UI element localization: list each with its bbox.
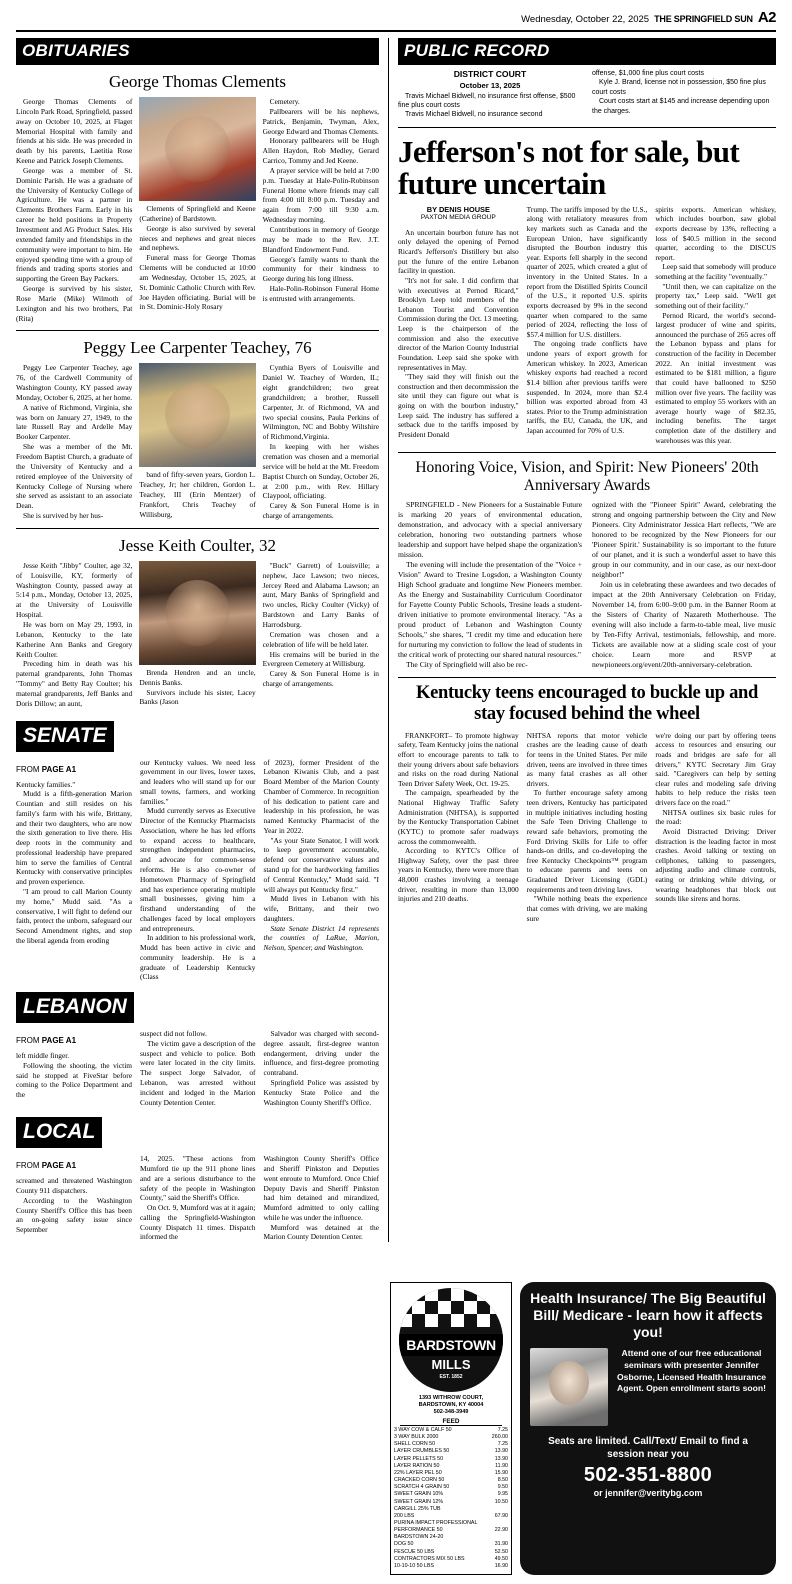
lead-col-3 bbox=[655, 205, 776, 446]
mills-name-line1: BARDSTOWN bbox=[399, 1334, 503, 1356]
obit-para: Contributions in memory of George may be made to the Rev. J.T. Blandford Endowment Fund. bbox=[262, 224, 379, 254]
agent-portrait bbox=[530, 1348, 608, 1426]
story-para: "It's not for sale. I did confirm that with executives at Pernod Ricard," Brooklyn Leep told members of the Lebanon Tourist and Convention Commission during the Oct. 13 meeting. Leep is the chairperson of the commission and also the executive director of the Marion County Industrial Foundation. Leep said she spoke with representatives in May. bbox=[398, 275, 519, 372]
obit-para: George's family wants to thank the community for their kindness to George during his long illness. bbox=[262, 254, 379, 284]
lead-col-2 bbox=[527, 205, 648, 446]
jump-para: Mudd is a fifth-generation Marion Countian and still resides on his family's farm with his wife, Brittany, and their two daughters, who are now the sixth generation to live there. His deep roots in the community and professional leadership have prepared him to serve the families of Central Kentucky with conservative principles and proven experience. bbox=[16, 789, 132, 887]
feed-item-name: SWEET GRAIN 10% bbox=[394, 1491, 444, 1498]
feed-item-price: 7.25 bbox=[497, 1441, 508, 1448]
obit-para: Pallbearers will be his nephews, Patrick, Benjamin, Twyman, Alex, George Edward and Thomas Clements. bbox=[262, 106, 379, 136]
feed-item-name: FESCUE 50 LBS bbox=[394, 1548, 435, 1555]
jump-para: Mudd lives in Lebanon with his wife, Brittany, and their two daughters. bbox=[263, 894, 379, 923]
feed-item-price: 11.90 bbox=[495, 1462, 508, 1469]
feed-item-price: 67.90 bbox=[494, 1512, 508, 1519]
jump-para: Kentucky families." bbox=[16, 779, 76, 789]
feed-item-name: PERFORMANCE 50 bbox=[394, 1527, 443, 1534]
story-para: "They said they will finish out the construction and then decommission the site until they can figure out what is going on with the bourbon industry," Leep said. The industry has suffered a setback due to the tariffs imposed by President Donald bbox=[398, 372, 519, 439]
feed-row bbox=[394, 1427, 508, 1434]
obit-para: George Thomas Clements of Lincoln Park Road, Springfield, passed away on October 10, 2025, at Flaget Memorial Hospital with family and friends at his side. He was preceded in death by his parents, Laetitia Rose Keene and Patrick Joseph Clements. bbox=[16, 97, 133, 166]
record-entry: Travis Michael Bidwell, no insurance second bbox=[405, 111, 543, 119]
feed-item-name: SWEET GRAIN 12% bbox=[394, 1498, 444, 1505]
health-ad-body: Attend one of our free educational seminars with presenter Jennifer Osborne, Licensed Health Insurance Agent. Open enrollment starts soon! bbox=[617, 1348, 767, 1394]
jump-para: On Oct. 9, Mumford was at it again; calling the Springfield-Washington County Dispatch 11 times. Dispatch informed the bbox=[140, 1203, 256, 1242]
byline-org: PAXTON MEDIA GROUP bbox=[420, 214, 496, 222]
ad-health-insurance[interactable] bbox=[520, 1282, 776, 1575]
feed-item-name: BARDSTOWN 24-20 bbox=[394, 1534, 444, 1541]
public-record-col-2 bbox=[592, 69, 776, 120]
feed-item-name: 3 WAY BULK 2000 bbox=[394, 1434, 439, 1441]
obit-para: Clements of Springfield and Keene (Catherine) of Bardstown. bbox=[139, 204, 256, 223]
right-column bbox=[389, 38, 776, 1242]
jump-para: "As your State Senator, I will work to keep government accountable, defend our conservative values and stand up for the hardworking families of Central Kentucky," Mudd said. "I will always put Kentucky first." bbox=[263, 835, 379, 894]
from-page: PAGE A1 bbox=[41, 1161, 77, 1171]
obit-para: band of fifty-seven years, Gordon L. Teachey, Jr; her children, Gordon L. Teachey, III (Erin Mentzer) of Frankfort, Chris Teachey of Willisburg, bbox=[139, 470, 256, 519]
obituary-col-1 bbox=[16, 97, 132, 323]
obit-para: Funeral mass for George Thomas Clements will be conducted at 10:00 am Wednesday, October 15, 2025, at St. Dominic Catholic Church with Rev. Joe Hayden officiating. Burial will be in St. Dominic-Holy Rosary bbox=[139, 253, 256, 312]
lead-story-body bbox=[398, 205, 776, 446]
local-from-line bbox=[16, 1161, 132, 1170]
jump-para: The victim gave a description of the suspect and vehicle to police. Both were later located in the city limits. The suspect Jorge Salvador, of Lebanon, was arrested without incident and lodged in the Marion County Detention Center. bbox=[140, 1038, 256, 1107]
obituary-col-1 bbox=[16, 363, 132, 521]
feed-item-price: 10.50 bbox=[494, 1498, 508, 1505]
obituary-entry bbox=[16, 65, 379, 323]
health-ad-title: Health Insurance/ The Big Beautiful Bill/ Medicare - learn how it affects you! bbox=[530, 1290, 766, 1340]
feed-item-price: 13.90 bbox=[494, 1448, 508, 1455]
obit-para: Preceding him in death was his paternal grandparents, John Thomas "Tommy" and Betty Ray Coulter; his maternal grandparents, Jeff Banks and Doris Dillow; an aunt, bbox=[16, 659, 133, 708]
obituary-photo bbox=[139, 561, 255, 665]
jump-para: screamed and threatened Washington County 911 dispatchers. bbox=[16, 1176, 132, 1196]
obit-para: Carey & Son Funeral Home is in charge of arrangements. bbox=[262, 669, 379, 689]
obituary-title: Peggy Lee Carpenter Teachey, 76 bbox=[83, 338, 312, 358]
obituary-entry bbox=[16, 331, 379, 521]
jump-para: Washington County Sheriff's Office and Sheriff Pinkston and Deputies went enroute to Mumford. Once Chief Deputy Davis and Sheriff Pinkston had him detained and mirandized, Mumford admitted to only calling while he was under the influence. bbox=[263, 1154, 379, 1222]
feed-row bbox=[394, 1499, 508, 1506]
story-para: Join us in celebrating these awardees and two decades of impact at the 20th Anniversary Celebration on Friday, November 14, from 6:00–9:00 p.m. in the Banner Room at the Sisters of Charity of Nazareth Motherhouse. The evening will also include a farm-to-table meal, live music by Ten-Fifty Arrival, testimonials, fellowship, and more. Tickets are available now at a sliding scale cost of your choice. Learn more and RSVP at newpioneers.org/event/20th-anniversary-celebration. bbox=[592, 580, 776, 670]
jump-para: In addition to his professional work, Mudd has been active in civic and community leadership. He is a graduate of Leadership Kentucky (Class bbox=[140, 933, 256, 982]
health-ad-phone[interactable]: 502-351-8800 bbox=[583, 1464, 713, 1487]
senate-col-2 bbox=[140, 758, 256, 983]
mills-address-line1: 1393 WITHROW COURT, bbox=[418, 1395, 484, 1401]
obit-para: Peggy Lee Carpenter Teachey, age 76, of the Cardwell Community of Washington County, KY passed away Monday, October 6, 2025, at her home. bbox=[16, 363, 133, 402]
story-para: According to KYTC's Office of Highway Safety, over the past three years in Kentucky, there were more than 48,000 crashes involving a teenage driver, resulting in more than 13,000 injuries and 210 deaths. bbox=[398, 846, 519, 904]
feed-item-name: LAYER PELLETS 50 bbox=[394, 1455, 444, 1462]
feed-row bbox=[394, 1513, 508, 1520]
jump-para-italic: State Senate District 14 represents the counties of LaRue, Marion, Nelson, Spencer, and Washington. bbox=[263, 923, 379, 953]
obit-para: Survivors include his sister, Lacey Banks (Jason bbox=[139, 687, 256, 707]
bardstown-mills-logo bbox=[399, 1288, 503, 1392]
teens-col-3 bbox=[655, 731, 776, 924]
story-para: Leep said that somebody will produce something at the facility "eventually." bbox=[655, 262, 777, 282]
obituary-col-2 bbox=[139, 363, 255, 521]
from-label: FROM bbox=[16, 764, 40, 774]
feed-item-price bbox=[489, 1520, 508, 1527]
obituary-col-2 bbox=[139, 561, 255, 709]
obit-para: George was a member of St. Dominic Parish. He was a graduate of the University of Kentucky College of Agriculture. He was a partner in Clements Brothers Farm. Early in his career he held positions in Property Investment and AG Product Sales. His extended family and friendships in the community were important to him. He enjoyed spending time with a group of friends and trading sports stories and supporting the Green Bay Packers. bbox=[16, 165, 133, 284]
jump-para: Salvador was charged with second-degree assault, first-degree wanton endangerment, driving under the influence, and first-degree promoting contraband. bbox=[263, 1029, 379, 1078]
obit-para: Hale-Polin-Robinson Funeral Home is entrusted with arrangements. bbox=[262, 284, 379, 303]
feed-item-name: PURINA IMPACT PROFESSIONAL bbox=[394, 1519, 478, 1526]
feed-item-price: 7.25 bbox=[497, 1426, 508, 1433]
teens-col-2 bbox=[527, 731, 648, 924]
obit-para: Cynthia Byers of Louisville and Daniel W. Teachey of Worden, IL; eight grandchildren; two great grandchildren; a brother, Russell Carpenter, Jr. of Richmond, VA and two special cousins, Paula Perkins of Wilmington, NC and Bobby Wiltshire of Richmond,Virginia. bbox=[262, 363, 379, 442]
public-record-col-1 bbox=[398, 69, 582, 120]
story-para: NHTSA reports that motor vehicle crashes are the leading cause of death for teens in the United States. Per mile driven, teens are involved in three times as many fatal crashes as all other drivers. bbox=[526, 730, 648, 788]
from-label: FROM bbox=[16, 1036, 40, 1046]
record-entry: offense, $1,000 fine plus court costs bbox=[592, 70, 704, 77]
feed-item-name: 3 WAY COW & CALF 50 bbox=[394, 1426, 452, 1433]
story-para: FRANKFORT– To promote highway safety, Team Kentucky joins the national effort to encourage parents to talk to their young drivers about safe behaviors and risks on the road during National Teen Driver Safety Week, Oct. 19-25. bbox=[398, 730, 519, 788]
story-para: The campaign, spearheaded by the National Highway Traffic Safety Administration (NHTSA), is supported by the Kentucky Transportation Cabinet (KYTC) to promote safer roadways across the commonwealth. bbox=[398, 788, 519, 846]
story-para: NHTSA outlines six basic rules for the road: bbox=[655, 807, 777, 827]
pioneers-headline: Honoring Voice, Vision, and Spirit: New Pioneers' 20th Anniversary Awards bbox=[415, 459, 759, 494]
from-label: FROM bbox=[16, 1161, 40, 1171]
story-para: An uncertain bourbon future has not only delayed the opening of Pernod Ricard's Jefferson's Distillery but also put the future of the entire Lebanon facility in question. bbox=[398, 227, 519, 276]
lead-story-headline: Jefferson's not for sale, but future uncertain bbox=[398, 133, 740, 201]
obituary-photo bbox=[139, 363, 255, 467]
feed-item-price: 260.00 bbox=[491, 1434, 508, 1441]
story-para: To further encourage safety among teen drivers, Kentucky has participated in multiple initiatives including hosting the Safe Teen Driving Challenge to reward safe behaviors, promoting the Ford Driving Skills for Life to offer hands-on drills, and co-developing the free Kentucky Checkpoints™ program to educate parents and teens on Graduated Driver Licensing (GDL) requirements and teen driving laws. bbox=[526, 788, 648, 894]
feed-item-name: 200 LBS bbox=[394, 1512, 415, 1519]
feed-row bbox=[394, 1541, 508, 1548]
story-para: spirits exports. American whiskey, which includes bourbon, saw global exports decrease by 13%, reflecting a loss of $40.5 million in the second quarter, according to the DISCUS report. bbox=[655, 204, 777, 262]
obituary-title: George Thomas Clements bbox=[109, 72, 286, 91]
ads-row bbox=[390, 1282, 776, 1575]
feed-row bbox=[394, 1549, 508, 1556]
record-entry: Travis Michael Bidwell, no insurance first offense, $500 fine plus court costs bbox=[398, 92, 576, 110]
feed-row bbox=[394, 1456, 508, 1463]
obituaries-banner: OBITUARIES bbox=[16, 38, 379, 65]
record-entry: Court costs start at $145 and increase depending upon the charges. bbox=[592, 98, 770, 115]
byline: BY DENIS HOUSE bbox=[426, 204, 490, 214]
feed-item-price: 8.50 bbox=[497, 1477, 508, 1484]
obituary-entry bbox=[16, 529, 379, 709]
lebanon-from-line bbox=[16, 1036, 132, 1045]
feed-row bbox=[394, 1491, 508, 1498]
feed-row bbox=[394, 1477, 508, 1484]
feed-row bbox=[394, 1563, 508, 1570]
pioneers-col-2 bbox=[592, 500, 776, 670]
obituary-col-3 bbox=[263, 97, 379, 323]
feed-item-price: 52.50 bbox=[494, 1548, 508, 1555]
feed-item-price: 15.90 bbox=[494, 1469, 508, 1476]
jump-para: of 2023), former President of the Lebanon Kiwanis Club, and a past Board Member of the Marion County Chamber of Commerce. In recognition of his dedication to patient care and leadership in his profession, he was named Kentucky Pharmacist of the Year in 2022. bbox=[263, 757, 379, 835]
obit-para: She is survived by her hus- bbox=[23, 511, 104, 521]
senate-col-3 bbox=[264, 758, 380, 983]
feed-item-name: SCRATCH 4 GRAIN 50 bbox=[394, 1484, 450, 1491]
district-court-date: October 13, 2025 bbox=[459, 80, 521, 90]
ad-bardstown-mills[interactable] bbox=[390, 1282, 512, 1575]
feed-row bbox=[394, 1534, 508, 1541]
obit-para: He was born on May 29, 1993, in Lebanon, Kentucky to the late Katherine Ann Banks and Gregory Keith Coulter. bbox=[16, 619, 133, 659]
lebanon-banner: LEBANON bbox=[16, 992, 134, 1023]
obit-para: She was a member of the Mt. Freedom Baptist Church, a graduate of the University of Kentucky and a retired employee of the University of Kentucky College of Nursing where she served as assistant to an associate Dean. bbox=[16, 442, 133, 511]
obit-para: "Buck" Garrett) of Louisville; a nephew, Jace Lawson; two nieces, Jercey Reed and Alabama Lawson; an aunt, Mary Banks of Springfield and two uncles, Ricky Coulter (Vicky) of Bardstown and Larry Banks of Harrodsburg. bbox=[262, 560, 379, 629]
story-para: "Until then, we can capitalize on the property tax," Leep said. "We'll get something out of their facility." bbox=[655, 281, 777, 310]
local-col-2 bbox=[140, 1154, 256, 1242]
story-para: Avoid Distracted Driving: Driver distraction is the leading factor in most crashes. Avoid talking or texting on cellphones, talking to passengers, adjusting audio and climate controls, eating or drinking while driving, or wearing headphones that block out sounds like sirens and horns. bbox=[655, 826, 777, 904]
obituary-photo bbox=[139, 97, 255, 201]
story-para: Pernod Ricard, the world's second-largest producer of wine and spirits, announced the purchase of 265 acres off the Lebanon bypass and plans for construction of the facility in December 2022. An initial investment was estimated to be $181 million, a figure that could have ballooned to $250 million over five years. The facility was estimated to employ 55 workers with an average hourly wage of $82.35, including benefits. The target completion date of the distillery and warehouses was this year. bbox=[655, 310, 777, 445]
feed-row bbox=[394, 1463, 508, 1470]
obit-para: Carey & Son Funeral Home is in charge of arrangements. bbox=[262, 501, 379, 521]
from-page: PAGE A1 bbox=[41, 1036, 77, 1046]
from-page: PAGE A1 bbox=[41, 764, 77, 774]
jump-para: our Kentucky values. We need less government in our lives, lower taxes, and leaders who will stand up for our small towns, farmers, and working families." bbox=[140, 757, 256, 806]
local-col-3 bbox=[264, 1154, 380, 1242]
feed-item-price: 31.90 bbox=[494, 1541, 508, 1548]
jump-para: 14, 2025. "These actions from Mumford tie up the 911 phone lines and are a serious disturbance to the safety of the people in Washington County," said the Sheriff's Office. bbox=[140, 1154, 256, 1203]
obit-para: Cemetery. bbox=[269, 97, 300, 106]
feed-item-name: CONTRACTORS MIX 50 LBS bbox=[394, 1555, 465, 1562]
jump-local bbox=[16, 1117, 379, 1242]
teens-headline: Kentucky teens encouraged to buckle up and stay focused behind the wheel bbox=[415, 683, 759, 724]
obituary-col-1 bbox=[16, 561, 132, 709]
feed-item-name: DOG 50 bbox=[394, 1541, 414, 1548]
mills-address bbox=[394, 1395, 508, 1416]
lebanon-col-3 bbox=[264, 1029, 380, 1107]
mills-name-line2: MILLS bbox=[431, 1357, 471, 1372]
obit-para: George is survived by his sister, Rose Marie (Mike) Wilmoth of Lexington and his two brothers, Pat (Rita) bbox=[16, 284, 133, 323]
feed-item-price: 49.50 bbox=[494, 1555, 508, 1562]
senate-from-line bbox=[16, 765, 132, 774]
mills-established: EST. 1852 bbox=[439, 1374, 463, 1380]
local-banner: LOCAL bbox=[16, 1117, 102, 1148]
feed-price-table bbox=[394, 1427, 508, 1570]
feed-row bbox=[394, 1527, 508, 1534]
jump-para: suspect did not follow. bbox=[140, 1029, 207, 1039]
teens-col-1 bbox=[398, 731, 519, 924]
teens-body bbox=[398, 731, 776, 924]
obituary-col-2 bbox=[139, 97, 255, 323]
lead-col-1 bbox=[398, 205, 519, 446]
obit-para: Honorary pallbearers will be Hugh Allen Haydon, Rob Medley, Gerard Carrico, Tommy and Jed Keene. bbox=[262, 136, 379, 166]
feed-item-name: 10-10-10 50 LBS bbox=[394, 1562, 435, 1569]
feed-item-price: 16.90 bbox=[494, 1562, 508, 1569]
obituary-col-3 bbox=[263, 363, 379, 521]
feed-item-price bbox=[489, 1534, 508, 1541]
story-para: Trump. The tariffs imposed by the U.S., along with retaliatory measures from key markets such as Canada and the European Union, have significantly disrupted the Bourbon industry this year. Exports fell sharply in the second quarter of 2025, which created a glut of inventory in the United States. In a report from the Distilled Spirits Council of the U.S., it reported U.S. spirits exports decreased by 9% in the second quarter when compared to the same period of 2024, reflecting the loss of $57.4 million for U.S. distillers. bbox=[526, 204, 648, 339]
feed-item-name: CARGILL 25% TUB bbox=[394, 1505, 441, 1512]
health-ad-seats: Seats are limited. Call/Text/ Email to find a session near you bbox=[548, 1436, 748, 1461]
jump-senate bbox=[16, 721, 379, 983]
feed-item-price: 13.90 bbox=[494, 1455, 508, 1462]
jump-para: Following the shooting, the victim said he stopped at FiveStar before coming to the Police Department and the bbox=[16, 1060, 132, 1100]
obituary-col-3 bbox=[263, 561, 379, 709]
feed-item-price bbox=[489, 1506, 508, 1513]
obit-para: His cremains will be buried in the Evergreen Cemetery at Willisburg. bbox=[262, 649, 379, 669]
obit-para: Jesse Keith "Jibby" Coulter, age 32, of Louisville, KY, formerly of Washington County, passed away at 5:14 p.m., Monday, October 13, 2025, at the University of Louisville Hospital. bbox=[16, 560, 133, 620]
obit-para: Brenda Hendren and an uncle, Dennis Banks. bbox=[139, 667, 256, 687]
jump-para: left middle finger. bbox=[16, 1051, 70, 1061]
jump-para: Mudd currently serves as Executive Director of the Kentucky Pharmacists Association, where he has led efforts to expand access to healthcare, strengthen independent pharmacies, and advocate for common-sense reforms. He is also co-owner of Hometown Pharmacy of Springfield and has experience operating multiple small businesses, giving him a firsthand understanding of the challenges faced by local employers and entrepreneurs. bbox=[140, 806, 256, 933]
feed-row bbox=[394, 1484, 508, 1491]
story-para: The City of Springfield will also be rec- bbox=[406, 660, 528, 670]
masthead bbox=[16, 0, 776, 30]
feed-row bbox=[394, 1556, 508, 1563]
masthead-rule bbox=[16, 30, 776, 32]
lebanon-col-2 bbox=[140, 1029, 256, 1107]
record-entry: Kyle J. Brand, license not in possession, $50 fine plus court costs bbox=[592, 79, 766, 96]
masthead-page-number: A2 bbox=[757, 9, 776, 26]
feed-item-name: CRACKED CORN 50 bbox=[394, 1477, 445, 1484]
feed-item-name: LAYER CRUMBLES 50 bbox=[394, 1448, 450, 1455]
story-para: we're doing our part by offering teens access to resources and ensuring our roads and bridges are safe for all drivers," KYTC Secretary Jim Gray said. "Caregivers can help by setting clear rules and modeling safe driving habits to help reduce the risks teen drivers face on the road." bbox=[655, 730, 777, 808]
feed-item-price: 22.90 bbox=[494, 1527, 508, 1534]
feed-price-list-title: FEED bbox=[400, 1418, 502, 1426]
story-para: The ongoing trade conflicts have undone years of export growth for American whiskey. In 2023, American whiskey exports had reached a record $1.4 billion after previous tariffs were suspended. In 2024, more than $2.4 billion was exported abroad from 43 states. Prior to the Trump administration tariffs, the EU, Canada, the UK, and Japan accounted for 70% of U.S. bbox=[526, 339, 648, 436]
jump-lebanon bbox=[16, 992, 379, 1107]
obituary-title: Jesse Keith Coulter, 32 bbox=[118, 535, 277, 555]
feed-row bbox=[394, 1434, 508, 1441]
mills-phone[interactable]: 502-348-3949 bbox=[433, 1408, 469, 1415]
jump-para: Mumford was detained at the Marion County Detention Center. bbox=[263, 1222, 379, 1242]
feed-row bbox=[394, 1506, 508, 1513]
masthead-date: Wednesday, October 22, 2025 bbox=[521, 14, 650, 25]
public-record-banner: PUBLIC RECORD bbox=[398, 38, 776, 65]
health-ad-email[interactable]: or jennifer@veritybg.com bbox=[593, 1488, 703, 1499]
story-para: The evening will include the presentation of the "Voice + Vision" Award to Tresine Logsdon, a Washington County High School graduate and longtime New Pioneers member. As the Energy and Sustainability Curriculum Coordinator for Fayette County Public Schools, Tresine leads a student-driven initiative to promote environmental literacy. "As a proud product of Lebanon and Washington County Schools," she shares, "I credit my time and education here for nurturing my conviction to follow the lead of students in the critical work of protecting our shared natural resources." bbox=[398, 560, 582, 660]
public-record-body bbox=[398, 69, 776, 120]
feed-item-price: 9.95 bbox=[497, 1491, 508, 1498]
feed-row bbox=[394, 1441, 508, 1448]
lead-story-rule bbox=[398, 127, 776, 128]
feed-item-name: 22% LAYER PEL 50 bbox=[394, 1469, 442, 1476]
feed-row bbox=[394, 1520, 508, 1527]
obit-para: A prayer service will be held at 7:00 p.m. Tuesday at Hale-Polin-Robinson Funeral Home where friends may call from 4:00 till 8:00 p.m. Tuesday and again from 7:00 till 9:30 a.m. Wednesday morning. bbox=[262, 165, 379, 225]
story-para: "While nothing beats the experience that comes with driving, we are making sure bbox=[526, 894, 648, 923]
story-para: ognized with the "Pioneer Spirit" Award, celebrating the strong and ongoing partnership between the City and New Pioneers. City Administrator Jessica Hart reflects, "We are honored to be recognized by the New Pioneers for our 'Pioneer Spirit.' Sustainability is so important to the future of our planet, and it is such a wonderful asset to have this group in our community, and in our case, as our next-door neighbor!" bbox=[592, 500, 776, 580]
obit-para: In keeping with her wishes cremation was chosen and a memorial service will be held at the Mt. Freedom Baptist Church on Sunday, October 26, at 2:00 p.m., with Rev. Hillary Claypool, officiating. bbox=[262, 442, 379, 501]
obit-para: A native of Richmond, Virginia, she was born on January 27, 1949, to the late Russell Ray and Ardelle May Booker Carpenter. bbox=[16, 402, 133, 442]
jump-para: Springfield Police was assisted by Kentucky State Police and the Washington County Sheriff's Office. bbox=[263, 1078, 379, 1107]
obit-para: George is also survived by several nieces and nephews and great nieces and nephews. bbox=[139, 223, 256, 253]
feed-item-price: 9.50 bbox=[497, 1484, 508, 1491]
page-body bbox=[16, 38, 776, 1242]
mills-address-line2: BARDSTOWN, KY 40004 bbox=[418, 1401, 484, 1408]
feed-row bbox=[394, 1448, 508, 1455]
jump-para: According to the Washington County Sheriff's Office this has been an on-going safety issue since September bbox=[16, 1195, 132, 1235]
feed-row bbox=[394, 1470, 508, 1477]
obit-para: Cremation was chosen and a celebration of life will be held later. bbox=[262, 629, 379, 649]
story-para: SPRINGFIELD - New Pioneers for a Sustainable Future is marking 20 years of environmental education, demonstration, and advocacy with a special anniversary celebration, honoring two outstanding partners whose leadership and support have helped shape the organization's mission. bbox=[398, 500, 582, 560]
pioneers-col-1 bbox=[398, 500, 582, 670]
district-court-heading: DISTRICT COURT bbox=[453, 69, 527, 79]
masthead-paper-name: THE SPRINGFIELD SUN bbox=[654, 14, 753, 24]
pioneers-body bbox=[398, 500, 776, 670]
feed-item-name: LAYER RATION 50 bbox=[394, 1462, 440, 1469]
feed-item-name: SHELL CORN 50 bbox=[394, 1441, 436, 1448]
senate-banner: SENATE bbox=[16, 721, 114, 752]
left-column bbox=[16, 38, 388, 1242]
jump-para: "I am proud to call Marion County my home," Mudd said. "As a conservative, I will fight to defend our faith, protect the unborn, safeguard our Second Amendment rights, and stop the liberal agenda from eroding bbox=[16, 886, 132, 945]
